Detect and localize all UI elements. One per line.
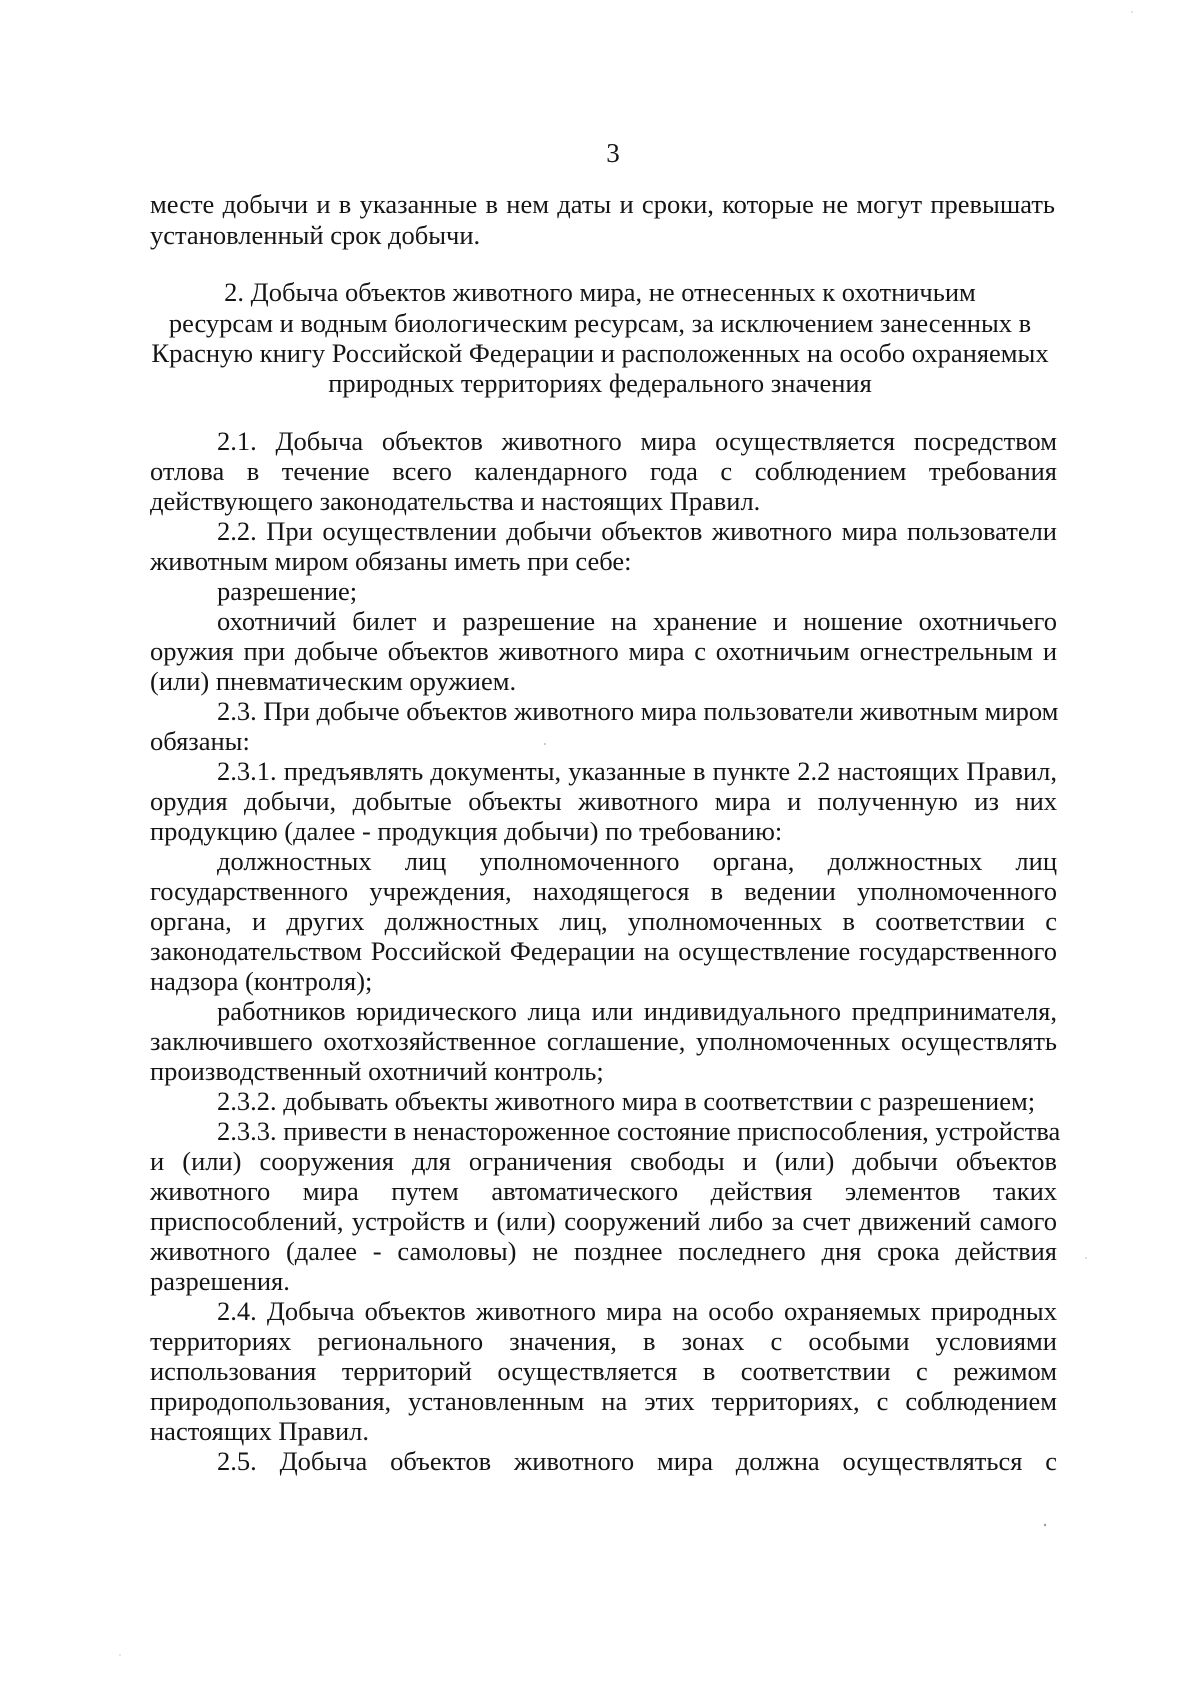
text-line: заключившего охотхозяйственное соглашение, уполномоченных осуществлять <box>150 1026 1057 1056</box>
text-line: продукцию (далее - продукция добычи) по требованию: <box>150 816 783 846</box>
text-line: должностных лиц уполномоченного органа, должностных лиц <box>217 846 1057 876</box>
text-line: отлова в течение всего календарного года с соблюдением требования <box>150 456 1057 486</box>
text-line: природопользования, установленным на этих территориях, с соблюдением <box>150 1386 1057 1416</box>
text-line: 2.3.1. предъявлять документы, указанные в пункте 2.2 настоящих Правил, <box>217 756 1057 786</box>
text-line: животного мира путем автоматического действия элементов таких <box>150 1176 1057 1206</box>
heading-line: Красную книгу Российской Федерации и расположенных на особо охраняемых <box>151 338 1049 368</box>
text-line: настоящих Правил. <box>150 1416 370 1446</box>
text-line: установленный срок добычи. <box>150 220 481 250</box>
text-line: действующего законодательства и настоящих Правил. <box>150 486 761 516</box>
text-line: территориях регионального значения, в зонах с особыми условиями <box>150 1326 1057 1356</box>
text-line: надзора (контроля); <box>150 966 373 996</box>
text-line: 2.1. Добыча объектов животного мира осуществляется посредством <box>217 426 1057 456</box>
text-line: разрешения. <box>150 1266 290 1296</box>
text-line: 2.5. Добыча объектов животного мира должна осуществляться с <box>217 1446 1057 1476</box>
text-line: приспособлений, устройств и (или) сооружений либо за счет движений самого <box>150 1206 1057 1236</box>
text-line: животным миром обязаны иметь при себе: <box>150 546 632 576</box>
text-line: месте добычи и в указанные в нем даты и сроки, которые не могут превышать <box>150 189 1055 219</box>
text-line: животного (далее - самоловы) не позднее последнего дня срока действия <box>150 1236 1057 1266</box>
text-line: 2.3.3. привести в ненастороженное состояние приспособления, устройства <box>217 1116 1061 1146</box>
text-line: 2.3.2. добывать объекты животного мира в соответствии с разрешением; <box>217 1086 1036 1116</box>
text-line: 2.3. При добыче объектов животного мира пользователи животным миром <box>217 696 1059 726</box>
text-line: и (или) сооружения для ограничения свободы и (или) добычи объектов <box>150 1146 1057 1176</box>
text-line: 2.4. Добыча объектов животного мира на особо охраняемых природных <box>217 1296 1057 1326</box>
text-line: производственный охотничий контроль; <box>150 1056 604 1086</box>
text-line: законодательством Российской Федерации на осуществление государственного <box>150 936 1057 966</box>
text-line: орудия добычи, добытые объекты животного мира и полученную из них <box>150 786 1057 816</box>
page-number: 3 <box>606 138 620 168</box>
text-line: разрешение; <box>217 576 358 606</box>
text-line: использования территорий осуществляется в соответствии с режимом <box>150 1356 1057 1386</box>
text-line: 2.2. При осуществлении добычи объектов животного мира пользователи <box>217 516 1057 546</box>
text-line: (или) пневматическим оружием. <box>150 666 517 696</box>
heading-line: природных территориях федерального значения <box>328 368 872 398</box>
text-line: органа, и других должностных лиц, уполномоченных в соответствии с <box>150 906 1057 936</box>
text-line: обязаны: <box>150 726 250 756</box>
text-line: охотничий билет и разрешение на хранение и ношение охотничьего <box>217 606 1057 636</box>
text-line: государственного учреждения, находящегося в ведении уполномоченного <box>150 876 1057 906</box>
text-line: работников юридического лица или индивидуального предпринимателя, <box>217 996 1057 1026</box>
text-line: оружия при добыче объектов животного мира с охотничьим огнестрельным и <box>150 636 1057 666</box>
heading-line: 2. Добыча объектов животного мира, не отнесенных к охотничьим <box>224 277 976 307</box>
heading-line: ресурсам и водным биологическим ресурсам, за исключением занесенных в <box>168 308 1032 338</box>
